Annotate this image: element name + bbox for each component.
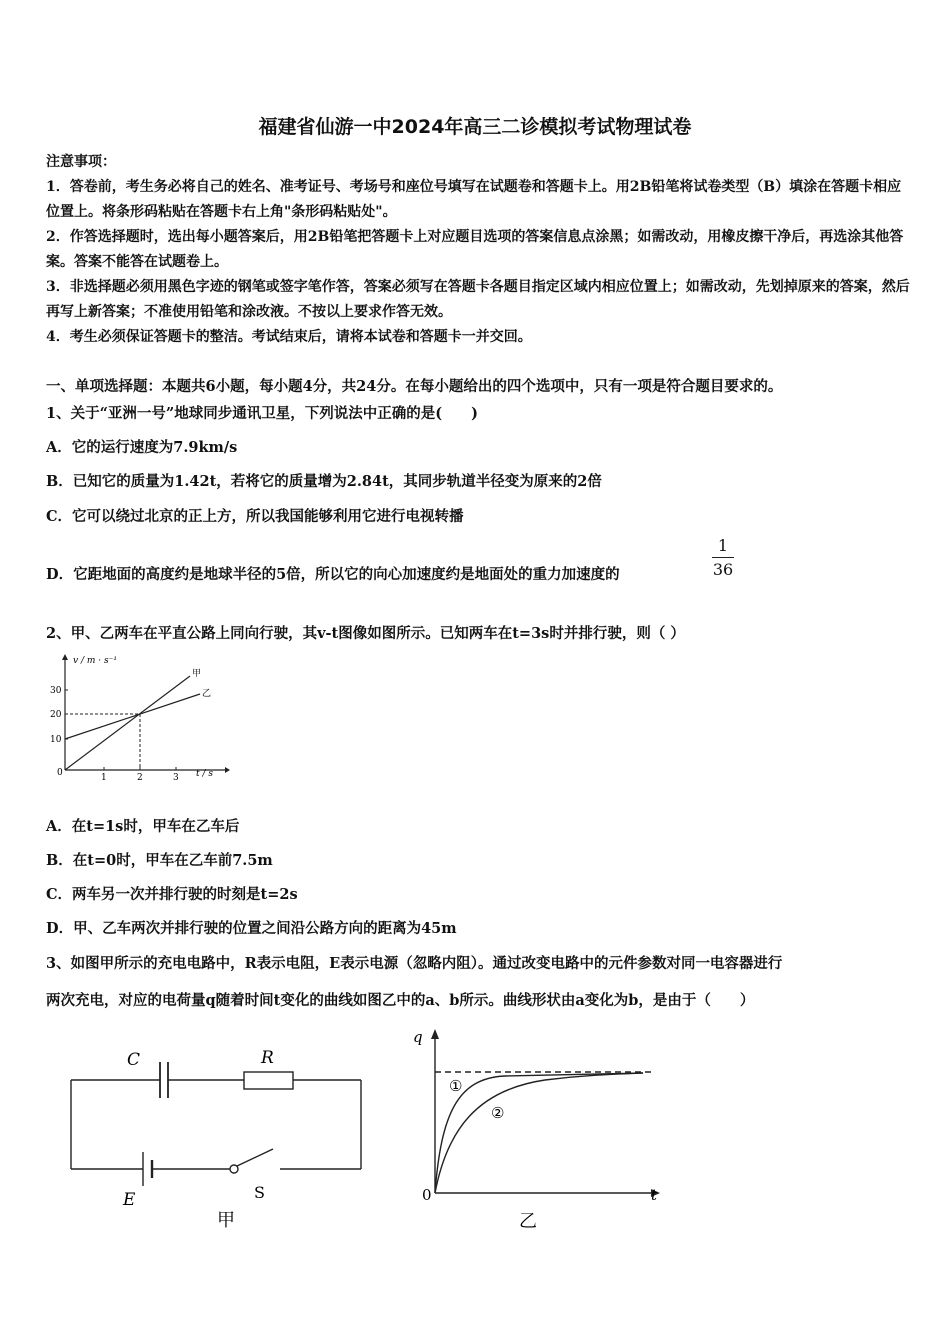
curve-1 [435,1073,643,1193]
q1-option-a: A．它的运行速度为7.9km/s [46,439,238,456]
switch-lever [237,1149,273,1166]
y-tick-20: 20 [50,710,62,720]
notice-item-3: 3．非选择题必须用黑色字迹的钢笔或签字笔作答，答案必须写在答题卡各题目指定区域内相应位置上；如需改动，先划掉原来的答案，然后再写上新答案；不准使用铅笔和涂改液。不按以上要求作答无效。 [46,279,910,320]
page-title: 福建省仙游一中2024年高三二诊模拟考试物理试卷 [258,116,692,138]
q2-option-a: A．在t=1s时，甲车在乙车后 [46,818,240,835]
x-axis-arrow [225,767,230,773]
y-tick-10: 10 [50,735,62,745]
y-tick-30: 30 [50,686,62,696]
fraction-bar [712,557,734,558]
q3-circuit-diagram [55,1035,375,1235]
label-curve-1: ① [449,1077,463,1095]
x-tick-3: 3 [173,773,179,783]
label-jia: 甲 [192,669,202,679]
notice-item-1: 1．答卷前，考生务必将自己的姓名、准考证号、考场号和座位号填写在试题卷和答题卡上。用2B铅笔将试卷类型（B）填涂在答题卡相应位置上。将条形码粘贴在答题卡右上角"条形码粘贴处"。 [46,179,902,220]
section-heading: 一、单项选择题：本题共6小题，每小题4分，共24分。在每小题给出的四个选项中，只有一项是符合题目要求的。 [46,378,783,395]
graph-origin: 0 [57,768,63,778]
line-yi [65,694,200,739]
q2-option-c: C．两车另一次并排行驶的时刻是t=2s [46,886,298,903]
notice-item-2: 2．作答选择题时，选出每小题答案后，用2B铅笔把答题卡上对应题目选项的答案信息点涂黑；如需改动，用橡皮擦干净后，再选涂其他答案。答案不能答在试题卷上。 [46,229,904,270]
y-axis-label: q [413,1028,423,1046]
label-r: R [261,1048,274,1068]
q2-option-d: D．甲、乙车两次并排行驶的位置之间沿公路方向的距离为45m [46,920,457,937]
caption-jia: 甲 [217,1210,235,1231]
q1-stem: 1、关于“亚洲一号”地球同步通讯卫星，下列说法中正确的是( ) [46,405,478,422]
notice-heading: 注意事项： [46,154,116,170]
y-axis-label: v / m · s⁻¹ [73,656,117,666]
q1-option-c: C．它可以绕过北京的正上方，所以我国能够利用它进行电视转播 [46,508,464,525]
label-e: E [123,1190,136,1210]
q1-option-d: D．它距地面的高度约是地球半径的5倍，所以它的向心加速度约是地面处的重力加速度的 [46,566,620,583]
resistor [244,1072,293,1089]
graph-origin: 0 [422,1186,432,1204]
switch-pivot [230,1165,238,1173]
label-s: S [254,1183,265,1202]
q2-vt-graph [40,650,230,785]
notice-item-4: 4．考生必须保证答题卡的整洁。考试结束后，请将本试卷和答题卡一并交回。 [46,329,532,345]
label-c: C [127,1050,141,1070]
x-tick-1: 1 [101,773,107,783]
notice-block [46,150,911,350]
y-axis-arrow [62,654,68,660]
caption-yi: 乙 [519,1211,537,1232]
fraction-denominator: 36 [712,560,734,579]
q2-option-b: B．在t=0时，甲车在乙车前7.5m [46,852,273,869]
x-axis-label: t [651,1186,658,1204]
q3-stem-line-2: 两次充电，对应的电荷量q随着时间t变化的曲线如图乙中的a、b所示。曲线形状由a变化为b，是由于（ ） [46,992,755,1009]
x-axis-label: t / s [196,769,213,779]
q3-qt-graph [405,1020,675,1235]
y-axis-arrow [431,1029,439,1039]
fraction-numerator: 1 [717,536,729,555]
x-tick-2: 2 [137,773,143,783]
q2-stem: 2、甲、乙两车在平直公路上同向行驶，其v-t图像如图所示。已知两车在t=3s时并排行驶，则（ ） [46,625,685,642]
q1-option-b: B．已知它的质量为1.42t，若将它的质量增为2.84t，其同步轨道半径变为原来的2倍 [46,473,602,490]
label-curve-2: ② [491,1104,505,1122]
q1-option-d-fraction [712,536,734,580]
label-yi: 乙 [202,689,212,699]
q3-stem-line-1: 3、如图甲所示的充电电路中，R表示电阻，E表示电源（忽略内阻）。通过改变电路中的元件参数对同一电容器进行 [46,955,783,972]
line-jia [65,676,190,770]
